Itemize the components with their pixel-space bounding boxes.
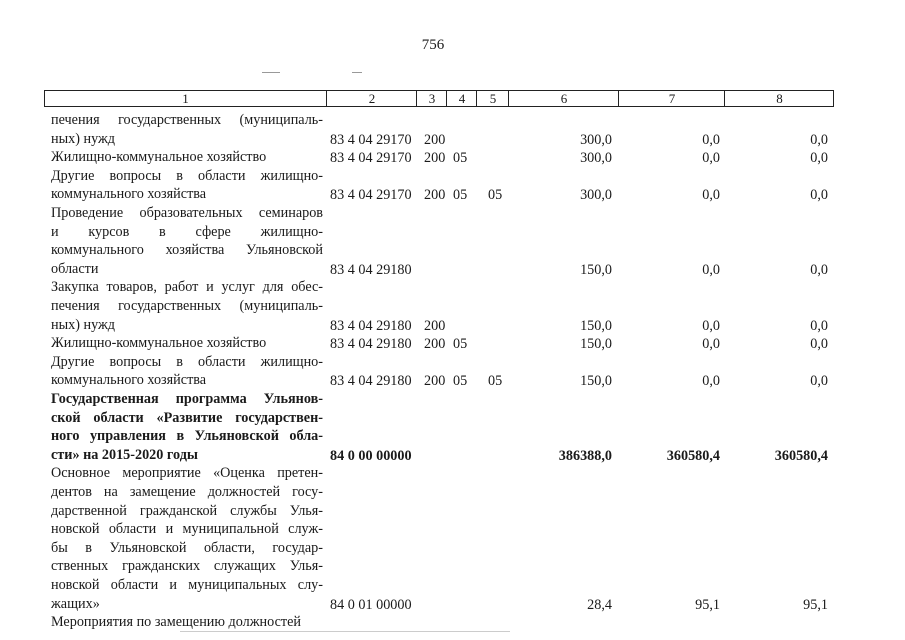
row-v8: 0,0 bbox=[810, 187, 828, 204]
row-name bbox=[51, 167, 323, 204]
header-col-8: 8 bbox=[724, 91, 834, 106]
row-c4: 05 bbox=[453, 336, 468, 353]
row-c4: 05 bbox=[453, 150, 468, 167]
row-name-line: ных) нужд bbox=[51, 130, 116, 147]
row-name-line: Закупка товаров, работ и услуг для обес- bbox=[51, 279, 323, 296]
row-v6: 150,0 bbox=[580, 336, 612, 353]
row-code: 83 4 04 29180 bbox=[330, 317, 412, 334]
row-v6: 300,0 bbox=[580, 150, 612, 167]
row-v8: 360580,4 bbox=[774, 447, 828, 464]
row-name-line: дентов на замещение должностей госу- bbox=[51, 483, 323, 500]
row-v7: 95,1 bbox=[695, 596, 720, 613]
row-v8: 0,0 bbox=[810, 261, 828, 278]
row-c3: 200 bbox=[424, 131, 446, 148]
row-name-line: области bbox=[51, 260, 99, 277]
row-v7: 360580,4 bbox=[666, 447, 720, 464]
row-name-line: ственных гражданских служащих Улья- bbox=[51, 558, 323, 575]
row-name-line: Мероприятия по замещению должностей bbox=[51, 614, 301, 631]
row-c3: 200 bbox=[424, 336, 446, 353]
row-name-line: и курсов в сфере жилищно- bbox=[51, 223, 323, 240]
row-v6: 300,0 bbox=[580, 187, 612, 204]
header-col-4: 4 bbox=[446, 91, 477, 106]
table-row bbox=[0, 167, 905, 204]
row-name bbox=[51, 390, 323, 464]
row-v7: 0,0 bbox=[702, 373, 720, 390]
row-v7: 0,0 bbox=[702, 131, 720, 148]
table-row bbox=[0, 148, 905, 167]
row-name-line: Основное мероприятие «Оценка претен- bbox=[51, 465, 323, 482]
row-v8: 0,0 bbox=[810, 373, 828, 390]
header-col-5: 5 bbox=[476, 91, 509, 106]
row-c3: 200 bbox=[424, 150, 446, 167]
row-c4: 05 bbox=[453, 187, 468, 204]
row-v7: 0,0 bbox=[702, 317, 720, 334]
row-v6: 300,0 bbox=[580, 131, 612, 148]
row-code: 84 0 00 00000 bbox=[330, 447, 412, 464]
row-c3: 200 bbox=[424, 187, 446, 204]
row-name-line: коммунального хозяйства bbox=[51, 186, 207, 203]
row-name bbox=[51, 204, 323, 278]
table-row bbox=[0, 353, 905, 390]
row-c3: 200 bbox=[424, 373, 446, 390]
row-name-line: Другие вопросы в области жилищно- bbox=[51, 167, 323, 184]
row-v6: 28,4 bbox=[587, 596, 612, 613]
table-header bbox=[44, 90, 834, 107]
row-v7: 0,0 bbox=[702, 187, 720, 204]
row-name-line: Другие вопросы в области жилищно- bbox=[51, 353, 323, 370]
row-name-line: бы в Ульяновской области, государ- bbox=[51, 539, 323, 556]
table-row bbox=[0, 204, 905, 278]
row-code: 83 4 04 29180 bbox=[330, 336, 412, 353]
header-col-6: 6 bbox=[508, 91, 619, 106]
row-code: 83 4 04 29170 bbox=[330, 150, 412, 167]
row-name-line: жащих» bbox=[51, 595, 100, 612]
table-row bbox=[0, 334, 905, 353]
row-v6: 150,0 bbox=[580, 373, 612, 390]
row-name-line: новской области и муниципальных слу- bbox=[51, 576, 323, 593]
header-col-2: 2 bbox=[326, 91, 417, 106]
row-v8: 0,0 bbox=[810, 336, 828, 353]
header-col-1: 1 bbox=[182, 91, 189, 106]
table-row bbox=[0, 613, 905, 632]
row-name-line: ного управления в Ульяновской обла- bbox=[51, 428, 323, 445]
row-name-line: печения государственных (муниципаль- bbox=[51, 112, 323, 128]
row-code: 83 4 04 29170 bbox=[330, 131, 412, 148]
row-v8: 0,0 bbox=[810, 150, 828, 167]
row-name-line: дарственной гражданской службы Улья- bbox=[51, 502, 323, 519]
row-c5: 05 bbox=[488, 187, 503, 204]
table-row bbox=[0, 278, 905, 334]
row-code: 83 4 04 29180 bbox=[330, 261, 412, 278]
row-name bbox=[51, 278, 323, 334]
row-name-line: ской области «Развитие государствен- bbox=[51, 409, 323, 426]
row-code: 84 0 01 00000 bbox=[330, 596, 412, 613]
row-name-line: Проведение образовательных семинаров bbox=[51, 205, 323, 221]
row-v7: 0,0 bbox=[702, 336, 720, 353]
page-number: 756 bbox=[421, 37, 445, 53]
row-name-line: Жилищно-коммунальное хозяйство bbox=[51, 335, 267, 352]
row-name-line: Жилищно-коммунальное хозяйство bbox=[51, 149, 267, 166]
row-v7: 0,0 bbox=[702, 261, 720, 278]
row-v8: 95,1 bbox=[803, 596, 828, 613]
row-name-line: Государственная программа Ульянов- bbox=[51, 391, 323, 407]
header-col-3: 3 bbox=[416, 91, 447, 106]
row-name-line: ных) нужд bbox=[51, 316, 116, 333]
row-name bbox=[51, 111, 323, 148]
table-row bbox=[0, 464, 905, 613]
row-code: 83 4 04 29170 bbox=[330, 187, 412, 204]
row-name-line: печения государственных (муниципаль- bbox=[51, 297, 323, 314]
row-name-line: сти» на 2015-2020 годы bbox=[51, 446, 198, 463]
header-col-7: 7 bbox=[618, 91, 725, 106]
row-name bbox=[51, 464, 323, 613]
row-v7: 0,0 bbox=[702, 150, 720, 167]
row-v8: 0,0 bbox=[810, 131, 828, 148]
row-name-line: коммунального хозяйства bbox=[51, 372, 207, 389]
row-c4: 05 bbox=[453, 373, 468, 390]
table-row bbox=[0, 390, 905, 464]
row-v6: 386388,0 bbox=[558, 447, 612, 464]
row-v6: 150,0 bbox=[580, 261, 612, 278]
row-c3: 200 bbox=[424, 317, 446, 334]
row-code: 83 4 04 29180 bbox=[330, 373, 412, 390]
row-name bbox=[51, 334, 323, 353]
row-name-line: новской области и муниципальной служ- bbox=[51, 521, 323, 538]
row-name bbox=[51, 353, 323, 390]
row-name bbox=[51, 148, 323, 167]
row-name bbox=[51, 613, 323, 632]
row-name-line: коммунального хозяйства Ульяновской bbox=[51, 242, 323, 259]
row-c5: 05 bbox=[488, 373, 503, 390]
row-v8: 0,0 bbox=[810, 317, 828, 334]
table-row bbox=[0, 111, 905, 148]
row-v6: 150,0 bbox=[580, 317, 612, 334]
